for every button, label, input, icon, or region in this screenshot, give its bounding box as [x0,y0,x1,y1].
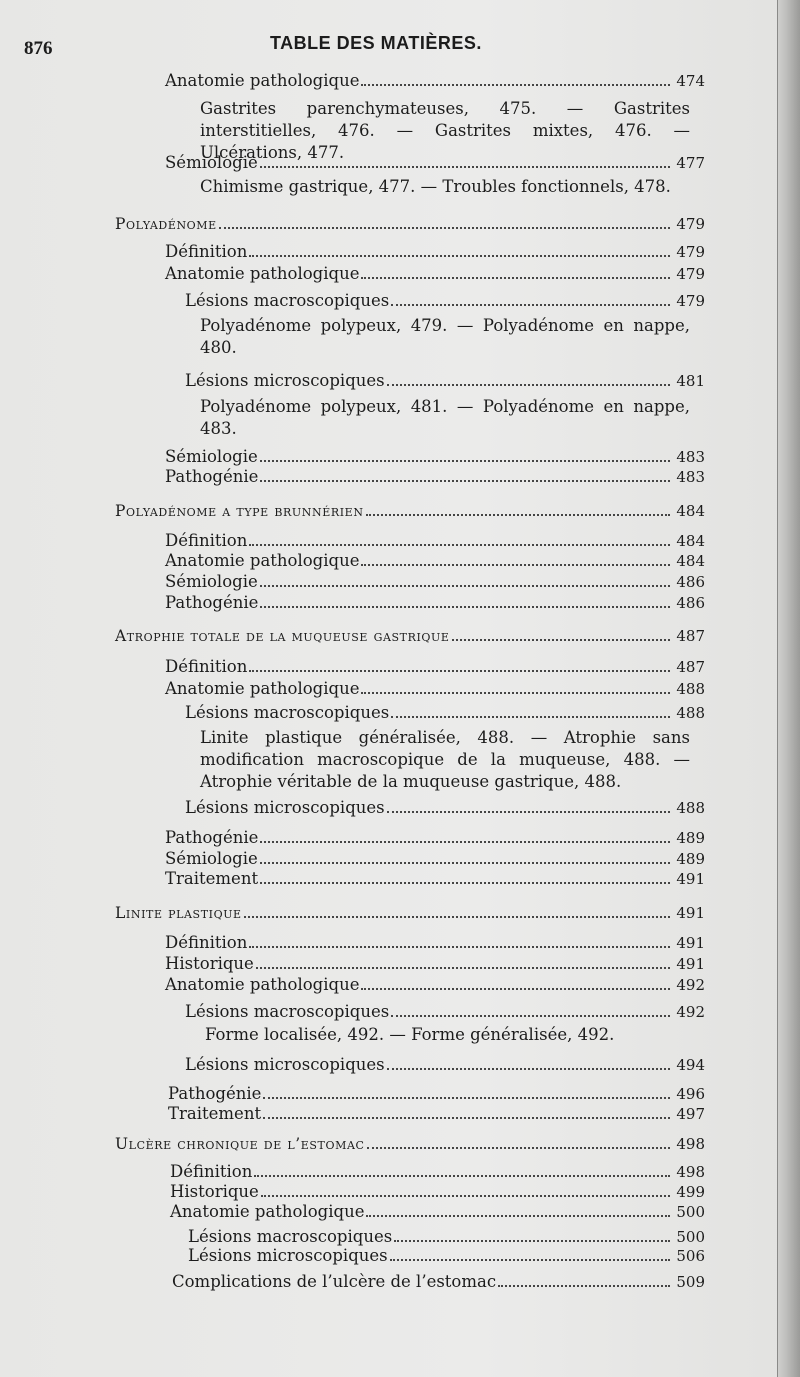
toc-entry-label: Traitement [168,1104,262,1123]
toc-entry-label: Atrophie totale de la muqueuse gastrique [115,627,450,645]
toc-page-number: 486 [676,573,705,591]
toc-entry-label: Polyadénome a type brunnérien [115,502,364,520]
toc-entry-label: Anatomie pathologique [170,1202,365,1221]
toc-subtopics-text: Gastrites parenchymateuses, 475. — Gastrites interstitielles, 476. — Gastrites mixtes, 476. — Ulcérations, 477. [200,99,690,162]
toc-page-number: 474 [676,72,705,90]
dot-leader [387,384,671,386]
dot-leader [387,811,671,813]
toc-page-number: 496 [676,1085,705,1103]
page-number: 876 [24,38,53,59]
toc-entry-label: Lésions microscopiques [185,1055,385,1074]
toc-page-number: 479 [676,292,705,310]
toc-entry-label: Anatomie pathologique [165,264,360,283]
toc-page-number: 483 [676,468,705,486]
toc-page-number: 488 [676,704,705,722]
dot-leader [452,639,671,641]
dot-leader [394,1240,670,1242]
toc-entry [165,656,705,678]
toc-entry [165,571,705,593]
toc-page-number: 491 [676,904,705,922]
toc-entry [165,932,705,954]
toc-entry [185,370,705,392]
toc-entry [165,953,705,975]
toc-page-number: 487 [676,658,705,676]
toc-page-number: 488 [676,680,705,698]
toc-entry-label: Complications de l’ulcère de l’estomac [172,1272,497,1291]
toc-entry-label: Anatomie pathologique [165,551,360,570]
toc-entry [165,263,705,285]
toc-page-number: 492 [676,1003,705,1021]
toc-subtopics-text: Polyadénome polypeux, 479. — Polyadénome en nappe, 480. [200,316,690,357]
toc-entry-label: Sémiologie [165,447,258,466]
toc-entry [185,702,705,724]
dot-leader [260,862,671,864]
toc-section-heading [115,213,705,235]
toc-entry [188,1245,705,1267]
toc-entry-label: Historique [165,954,254,973]
dot-leader [260,480,670,482]
toc-page-number: 492 [676,976,705,994]
toc-page-number: 498 [676,1135,705,1153]
toc-page-number: 486 [676,594,705,612]
dot-leader [260,166,671,168]
dot-leader [361,564,670,566]
dot-leader [249,544,670,546]
toc-page-number: 484 [676,502,705,520]
toc-entry [165,974,705,996]
toc-entry [165,827,705,849]
toc-entry [165,550,705,572]
dot-leader [391,1015,670,1017]
dot-leader [387,1068,671,1070]
toc-page-number: 484 [676,532,705,550]
toc-entry-label: Anatomie pathologique [165,71,360,90]
dot-leader [498,1285,670,1287]
toc-entry [165,241,705,263]
toc-entry-label: Anatomie pathologique [165,975,360,994]
toc-page-number: 479 [676,265,705,283]
toc-entry-label: Sémiologie [165,153,258,172]
toc-entry-label: Linite plastique [115,904,242,922]
toc-entry-label: Sémiologie [165,849,258,868]
dot-leader [366,514,671,516]
toc-subtopics-text: Forme localisée, 492. — Forme généralisée, 492. [205,1025,615,1044]
toc-entry [170,1181,705,1203]
toc-entry [165,678,705,700]
dot-leader [249,946,670,948]
toc-entry [165,466,705,488]
toc-entry-label: Traitement [165,869,259,888]
toc-entry-label: Définition [165,242,248,261]
toc-entry [165,152,705,174]
dot-leader [256,967,671,969]
dot-leader [390,1259,671,1261]
toc-subtopics-text: Linite plastique généralisée, 488. — Atrophie sans modification macroscopique de la muqueuse, 488. — Atrophie véritable de la muqueuse gastrique, 488. [200,728,690,791]
toc-page-number: 500 [676,1203,705,1221]
toc-page-number: 487 [676,627,705,645]
toc-entry [185,1054,705,1076]
toc-entry [165,868,705,890]
toc-page-number: 506 [676,1247,705,1265]
dot-leader [260,460,671,462]
toc-page-number: 477 [676,154,705,172]
toc-entry-label: Historique [170,1182,259,1201]
toc-entry-label: Définition [165,657,248,676]
dot-leader [366,1215,670,1217]
toc-entry-label: Définition [170,1162,253,1181]
dot-leader [361,84,670,86]
toc-page-number: 483 [676,448,705,466]
toc-entry-label: Sémiologie [165,572,258,591]
toc-page-number: 500 [676,1228,705,1246]
dot-leader [361,988,670,990]
toc-page-number: 479 [676,243,705,261]
toc-section-heading [115,625,705,647]
dot-leader [361,277,670,279]
dot-leader [260,841,670,843]
toc-entry-label: Lésions macroscopiques [185,703,390,722]
toc-entry-label: Lésions macroscopiques [185,1002,390,1021]
dot-leader [244,916,671,918]
toc-entry-label: Lésions macroscopiques [185,291,390,310]
dot-leader [219,227,671,229]
toc-entry-label: Pathogénie [165,828,259,847]
toc-entry-label: Anatomie pathologique [165,679,360,698]
dot-leader [260,585,671,587]
toc-entry-label: Polyadénome [115,215,217,233]
toc-entry-label: Lésions microscopiques [188,1246,388,1265]
toc-page-number: 489 [676,850,705,868]
toc-page-number: 491 [676,934,705,952]
toc-entry [165,530,705,552]
toc-section-heading [115,1133,705,1155]
dot-leader [263,1097,670,1099]
toc-page-number: 481 [676,372,705,390]
dot-leader [367,1147,671,1149]
toc-page-number: 484 [676,552,705,570]
dot-leader [391,716,670,718]
dot-leader [361,692,670,694]
toc-entry [170,1201,705,1223]
toc-entry [170,1161,705,1183]
dot-leader [249,255,670,257]
toc-entry-label: Définition [165,933,248,952]
dot-leader [254,1175,670,1177]
dot-leader [260,606,670,608]
toc-entry [165,446,705,468]
toc-entry-label: Lésions microscopiques [185,798,385,817]
running-head: TABLE DES MATIÈRES. [270,33,482,53]
toc-entry-label: Définition [165,531,248,550]
toc-page-number: 489 [676,829,705,847]
dot-leader [261,1195,671,1197]
toc-entry-label: Pathogénie [165,467,259,486]
dot-leader [263,1117,670,1119]
toc-entry [168,1083,705,1105]
toc-entry [165,848,705,870]
page-binding-edge [777,0,800,1377]
dot-leader [260,882,670,884]
toc-entry [185,1001,705,1023]
toc-page-number: 488 [676,799,705,817]
toc-page-number: 499 [676,1183,705,1201]
toc-entry-label: Lésions microscopiques [185,371,385,390]
dot-leader [249,670,670,672]
toc-subtopics-text: Chimisme gastrique, 477. — Troubles fonctionnels, 478. [200,177,671,196]
toc-section-heading [115,500,705,522]
toc-entry-label: Pathogénie [168,1084,262,1103]
toc-page-number: 491 [676,955,705,973]
toc-entry [185,797,705,819]
toc-entry [165,70,705,92]
toc-page-number: 498 [676,1163,705,1181]
toc-entry [168,1103,705,1125]
toc-section-heading [115,902,705,924]
toc-page-number: 509 [676,1273,705,1291]
toc-entry-label: Pathogénie [165,593,259,612]
toc-entry-label: Ulcère chronique de l’estomac [115,1135,365,1153]
toc-page-number: 479 [676,215,705,233]
toc-subtopics-text: Polyadénome polypeux, 481. — Polyadénome en nappe, 483. [200,397,690,438]
toc-entry [165,592,705,614]
dot-leader [391,304,670,306]
toc-page-number: 494 [676,1056,705,1074]
toc-entry [172,1271,705,1293]
toc-entry-label: Lésions macroscopiques [188,1227,393,1246]
toc-page-number: 491 [676,870,705,888]
toc-page-number: 497 [676,1105,705,1123]
toc-entry [185,290,705,312]
